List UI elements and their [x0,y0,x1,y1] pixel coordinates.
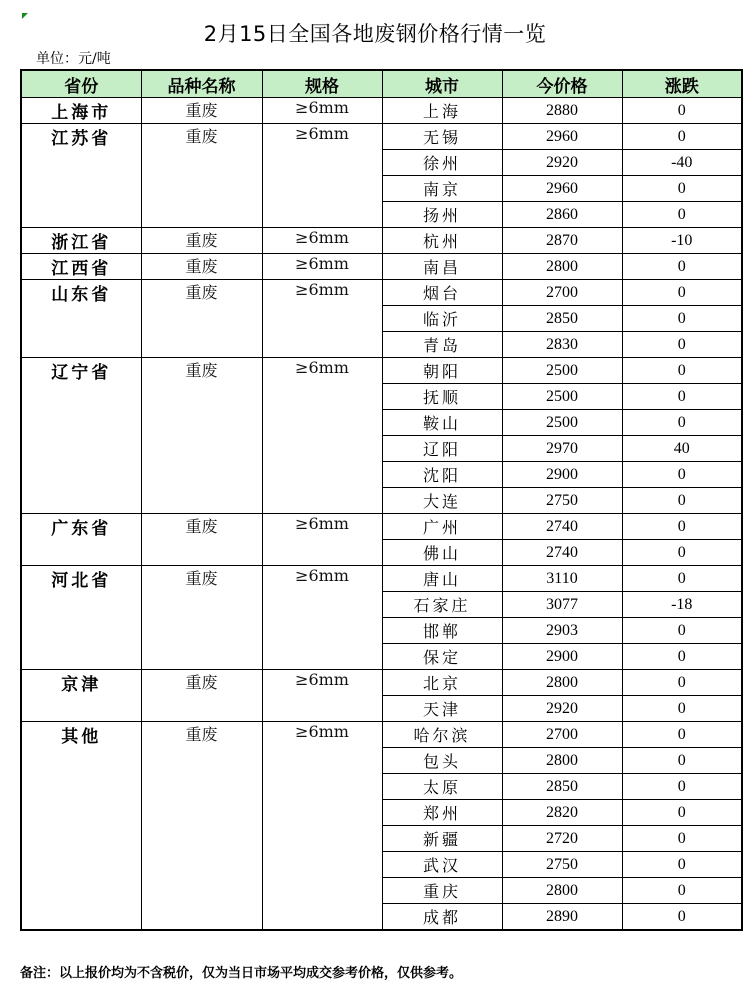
change-cell: -40 [622,150,742,176]
city-cell: 新疆 [382,826,502,852]
city-cell: 鞍山 [382,410,502,436]
price-cell: 2890 [502,904,622,931]
header-variety: 品种名称 [141,70,262,98]
change-cell: -18 [622,592,742,618]
change-cell: 0 [622,644,742,670]
province-cell: 浙江省 [21,228,141,254]
price-cell: 2920 [502,696,622,722]
city-cell: 广州 [382,514,502,540]
city-cell: 保定 [382,644,502,670]
table-row [21,670,742,696]
change-cell: 0 [622,800,742,826]
city-cell: 烟台 [382,280,502,306]
table-row [21,358,742,384]
change-cell: 0 [622,748,742,774]
spec-cell: ≥6mm [262,254,382,280]
price-cell: 2970 [502,436,622,462]
change-cell: 0 [622,696,742,722]
variety-cell: 重废 [141,280,262,358]
unit-label: 单位：元/吨 [36,51,111,67]
price-cell: 2800 [502,670,622,696]
price-cell: 2820 [502,800,622,826]
city-cell: 佛山 [382,540,502,566]
price-cell: 2700 [502,280,622,306]
price-cell: 2903 [502,618,622,644]
table-row [21,514,742,540]
spec-cell: ≥6mm [262,358,382,514]
change-cell: 0 [622,904,742,931]
variety-cell: 重废 [141,98,262,124]
price-cell: 2700 [502,722,622,748]
table-row [21,228,742,254]
table-row [21,124,742,150]
header-province: 省份 [21,70,141,98]
change-cell: 0 [622,462,742,488]
city-cell: 临沂 [382,306,502,332]
change-cell: 0 [622,488,742,514]
price-cell: 2800 [502,254,622,280]
province-cell: 京津 [21,670,141,722]
header-city: 城市 [382,70,502,98]
city-cell: 抚顺 [382,384,502,410]
change-cell: 0 [622,410,742,436]
change-cell: 0 [622,202,742,228]
province-cell: 上海市 [21,98,141,124]
change-cell: 0 [622,852,742,878]
price-cell: 2740 [502,540,622,566]
change-cell: 40 [622,436,742,462]
price-table [20,69,743,931]
page-title: 2月15日全国各地废钢价格行情一览 [203,22,547,46]
spec-cell: ≥6mm [262,670,382,722]
price-cell: 2740 [502,514,622,540]
change-cell: 0 [622,254,742,280]
province-cell: 辽宁省 [21,358,141,514]
city-cell: 辽阳 [382,436,502,462]
price-cell: 2850 [502,774,622,800]
price-cell: 2750 [502,488,622,514]
price-cell: 3077 [502,592,622,618]
price-cell: 2500 [502,358,622,384]
header-spec: 规格 [262,70,382,98]
price-cell: 2900 [502,644,622,670]
province-cell: 河北省 [21,566,141,670]
city-cell: 无锡 [382,124,502,150]
price-cell: 2800 [502,748,622,774]
change-cell: -10 [622,228,742,254]
change-cell: 0 [622,384,742,410]
change-cell: 0 [622,722,742,748]
city-cell: 沈阳 [382,462,502,488]
price-cell: 2500 [502,384,622,410]
change-cell: 0 [622,670,742,696]
change-cell: 0 [622,826,742,852]
change-cell: 0 [622,306,742,332]
table-row [21,280,742,306]
spec-cell: ≥6mm [262,124,382,228]
change-cell: 0 [622,358,742,384]
variety-cell: 重废 [141,228,262,254]
province-cell: 江苏省 [21,124,141,228]
variety-cell: 重废 [141,670,262,722]
province-cell: 山东省 [21,280,141,358]
price-cell: 2870 [502,228,622,254]
spec-cell: ≥6mm [262,228,382,254]
table-row [21,566,742,592]
price-cell: 2850 [502,306,622,332]
change-cell: 0 [622,878,742,904]
city-cell: 扬州 [382,202,502,228]
city-cell: 武汉 [382,852,502,878]
variety-cell: 重废 [141,358,262,514]
price-cell: 2720 [502,826,622,852]
city-cell: 青岛 [382,332,502,358]
city-cell: 哈尔滨 [382,722,502,748]
price-cell: 2800 [502,878,622,904]
price-cell: 3110 [502,566,622,592]
header-row [21,70,742,98]
table-body [21,98,742,931]
change-cell: 0 [622,124,742,150]
change-cell: 0 [622,618,742,644]
price-cell: 2960 [502,176,622,202]
city-cell: 大连 [382,488,502,514]
city-cell: 包头 [382,748,502,774]
change-cell: 0 [622,280,742,306]
variety-cell: 重废 [141,124,262,228]
city-cell: 邯郸 [382,618,502,644]
spec-cell: ≥6mm [262,566,382,670]
price-cell: 2900 [502,462,622,488]
city-cell: 杭州 [382,228,502,254]
change-cell: 0 [622,514,742,540]
city-cell: 天津 [382,696,502,722]
city-cell: 成都 [382,904,502,931]
table-row [21,254,742,280]
city-cell: 唐山 [382,566,502,592]
variety-cell: 重废 [141,566,262,670]
province-cell: 广东省 [21,514,141,566]
spec-cell: ≥6mm [262,722,382,931]
change-cell: 0 [622,540,742,566]
spec-cell: ≥6mm [262,514,382,566]
variety-cell: 重废 [141,722,262,931]
city-cell: 南京 [382,176,502,202]
price-cell: 2500 [502,410,622,436]
header-change: 涨跌 [622,70,742,98]
header-price: 今价格 [502,70,622,98]
spec-cell: ≥6mm [262,98,382,124]
city-cell: 石家庄 [382,592,502,618]
change-cell: 0 [622,332,742,358]
price-cell: 2920 [502,150,622,176]
city-cell: 徐州 [382,150,502,176]
city-cell: 郑州 [382,800,502,826]
variety-cell: 重废 [141,514,262,566]
price-cell: 2750 [502,852,622,878]
price-cell: 2830 [502,332,622,358]
change-cell: 0 [622,774,742,800]
table-row [21,98,742,124]
city-cell: 南昌 [382,254,502,280]
price-cell: 2880 [502,98,622,124]
variety-cell: 重废 [141,254,262,280]
table-row [21,722,742,748]
city-cell: 朝阳 [382,358,502,384]
city-cell: 上海 [382,98,502,124]
change-cell: 0 [622,566,742,592]
price-cell: 2960 [502,124,622,150]
change-cell: 0 [622,176,742,202]
change-cell: 0 [622,98,742,124]
footnote: 备注：以上报价均为不含税价，仅为当日市场平均成交参考价格，仅供参考。 [20,966,463,981]
price-cell: 2860 [502,202,622,228]
city-cell: 重庆 [382,878,502,904]
city-cell: 太原 [382,774,502,800]
province-cell: 其他 [21,722,141,931]
spec-cell: ≥6mm [262,280,382,358]
province-cell: 江西省 [21,254,141,280]
city-cell: 北京 [382,670,502,696]
